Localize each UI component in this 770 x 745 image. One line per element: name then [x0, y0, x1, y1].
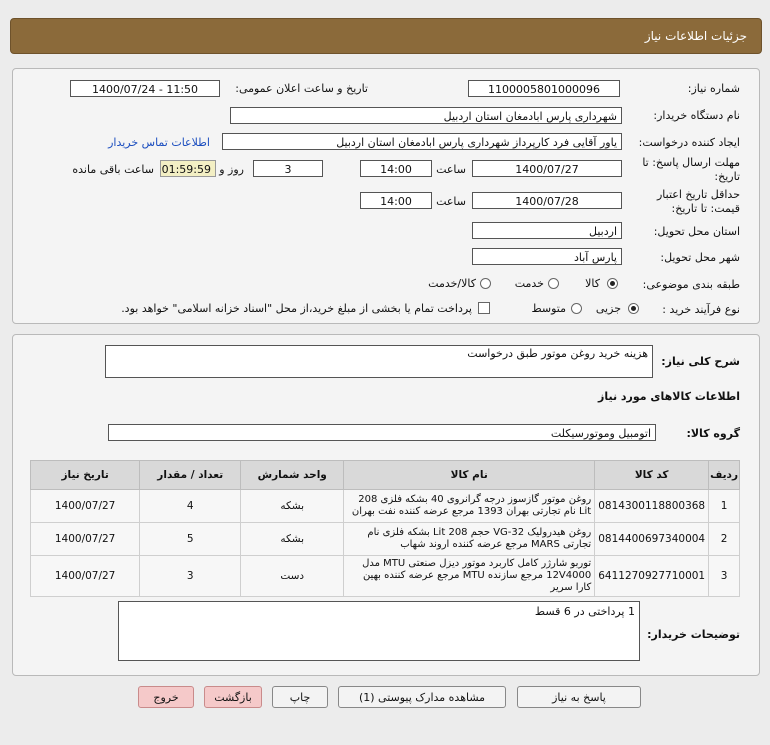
deadline-time-label: ساعت: [436, 163, 466, 176]
row-date: 1400/07/27: [31, 556, 140, 597]
reply-button[interactable]: پاسخ به نیاز: [517, 686, 641, 708]
col-name: نام کالا: [344, 461, 595, 490]
row-code: 0814400697340004: [595, 523, 709, 556]
items-title: اطلاعات کالاهای مورد نیاز: [598, 390, 740, 403]
col-date: تاریخ نیاز: [31, 461, 140, 490]
province-field: اردبیل: [472, 222, 622, 239]
category-goods-label: کالا: [585, 277, 600, 290]
row-index: 2: [709, 523, 740, 556]
description-field: هزینه خرید روغن موتور طبق درخواست: [105, 345, 653, 378]
table-row: [31, 523, 740, 556]
items-table: [30, 460, 740, 597]
buyer-notes-field: 1 پرداختی در 6 قسط: [118, 601, 640, 661]
table-row: [31, 490, 740, 523]
validity-time-label: ساعت: [436, 195, 466, 208]
buyer-org-label: نام دستگاه خریدار:: [653, 109, 740, 122]
row-name: روغن هیدرولیک VG-32 حجم 208 Lit بشکه فلزی نام تجارتی MARS مرجع عرضه کننده اروند شهاب: [344, 523, 595, 556]
row-qty: 4: [140, 490, 241, 523]
city-field: پارس آباد: [472, 248, 622, 265]
row-index: 1: [709, 490, 740, 523]
row-name: توربو شارژر کامل کاربرد موتور دیزل صنعتی MTU مدل 12V4000 مرجع سازنده MTU مرجع عرضه کننده بهین کارا سریر: [344, 556, 595, 597]
category-both-label: کالا/خدمت: [428, 277, 476, 290]
row-date: 1400/07/27: [31, 490, 140, 523]
page-title: جزئیات اطلاعات نیاز: [644, 29, 747, 43]
process-minor-label: جزیی: [595, 302, 621, 315]
buyer-org-field: شهرداری پارس ابادمغان استان اردبیل: [230, 107, 622, 124]
col-unit: واحد شمارش: [241, 461, 344, 490]
deadline-label: مهلت ارسال پاسخ: تا: [642, 156, 740, 169]
category-service-radio[interactable]: [548, 278, 559, 289]
process-label: نوع فرآیند خرید :: [662, 303, 740, 316]
validity-label: حداقل تاریخ اعتبار: [656, 188, 740, 201]
col-qty: تعداد / مقدار: [140, 461, 241, 490]
row-unit: بشکه: [241, 523, 344, 556]
row-code: 6411270927710001: [595, 556, 709, 597]
remaining-label: ساعت باقی مانده: [72, 163, 154, 176]
day-label: روز و: [219, 163, 244, 176]
table-header-row: [31, 461, 740, 490]
row-unit: بشکه: [241, 490, 344, 523]
col-code: کد کالا: [595, 461, 709, 490]
row-index: 3: [709, 556, 740, 597]
province-label: استان محل تحویل:: [653, 225, 740, 238]
category-service-label: خدمت: [514, 277, 544, 290]
days-field: 3: [253, 160, 323, 177]
announce-field: 1400/07/24 - 11:50: [70, 80, 220, 97]
validity-date-field: 1400/07/28: [472, 192, 622, 209]
deadline-time-field: 14:00: [360, 160, 432, 177]
process-minor-radio[interactable]: [628, 303, 639, 314]
process-medium-label: متوسط: [531, 302, 566, 315]
validity-time-field: 14:00: [360, 192, 432, 209]
remaining-time-field: 01:59:59: [160, 160, 216, 177]
need-number-label: شماره نیاز:: [687, 82, 740, 95]
row-qty: 3: [140, 556, 241, 597]
back-button[interactable]: بازگشت: [204, 686, 262, 708]
group-label: گروه کالا:: [686, 427, 740, 440]
table-row: [31, 556, 740, 597]
announce-label: تاریخ و ساعت اعلان عمومی:: [235, 82, 368, 95]
category-goods-radio[interactable]: [607, 278, 618, 289]
row-code: 0814300118800368: [595, 490, 709, 523]
treasury-payment-note: پرداخت تمام یا بخشی از مبلغ خرید،از محل "اسناد خزانه اسلامی" خواهد بود.: [121, 302, 472, 315]
category-label: طبقه بندی موضوعی:: [642, 278, 740, 291]
exit-button[interactable]: خروج: [138, 686, 194, 708]
category-both-radio[interactable]: [480, 278, 491, 289]
need-number-field: 1100005801000096: [468, 80, 620, 97]
col-index: ردیف: [709, 461, 740, 490]
row-date: 1400/07/27: [31, 523, 140, 556]
requester-field: یاور آقایی فرد کارپرداز شهرداری پارس ابادمغان استان اردبیل: [222, 133, 622, 150]
treasury-payment-checkbox[interactable]: [478, 302, 490, 314]
deadline-label-2: تاریخ:: [714, 170, 740, 183]
page-header: [10, 18, 762, 54]
print-button[interactable]: چاپ: [272, 686, 328, 708]
row-qty: 5: [140, 523, 241, 556]
contact-info-link[interactable]: اطلاعات تماس خریدار: [108, 136, 210, 149]
group-field: اتومبیل وموتورسیکلت: [108, 424, 656, 441]
attachments-button[interactable]: مشاهده مدارک پیوستی (1): [338, 686, 506, 708]
row-name: روغن موتور گازسوز درجه گرانروی 40 بشکه فلزی 208 Lit نام تجارتی بهران 1393 مرجع عرضه کننده نفت بهران: [344, 490, 595, 523]
row-unit: دست: [241, 556, 344, 597]
buyer-notes-label: توضیحات خریدار:: [647, 628, 740, 641]
validity-label-2: قیمت: تا تاریخ:: [671, 202, 740, 215]
deadline-date-field: 1400/07/27: [472, 160, 622, 177]
process-medium-radio[interactable]: [571, 303, 582, 314]
description-label: شرح کلی نیاز:: [661, 355, 740, 368]
requester-label: ایجاد کننده درخواست:: [638, 136, 740, 149]
city-label: شهر محل تحویل:: [660, 251, 740, 264]
